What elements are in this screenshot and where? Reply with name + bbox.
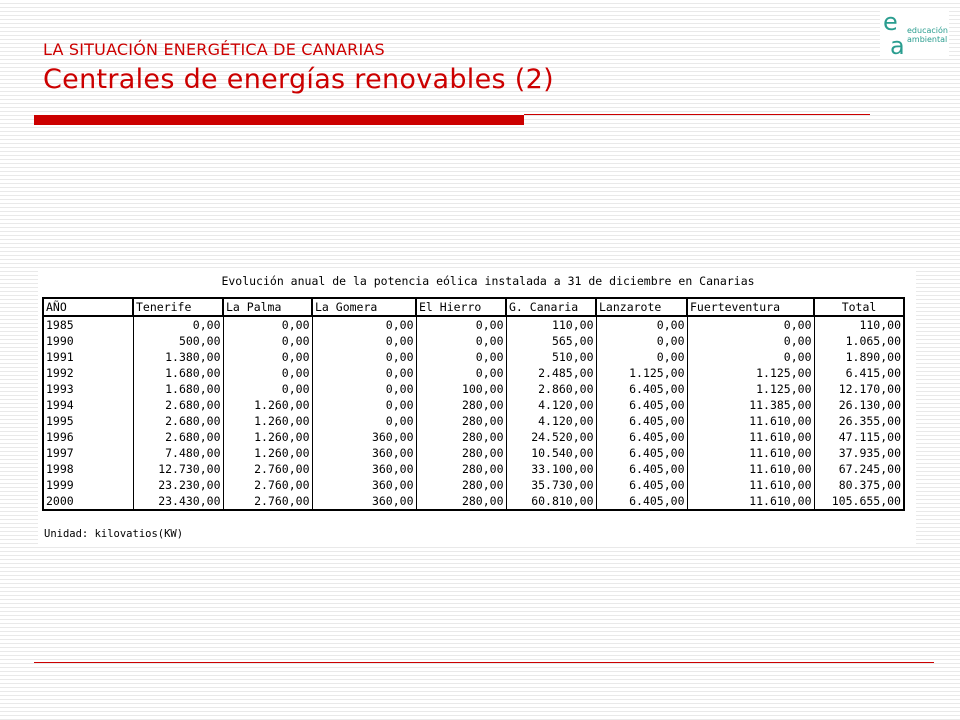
value-cell: 0,00 bbox=[416, 349, 506, 365]
value-cell: 100,00 bbox=[416, 381, 506, 397]
value-cell: 6.405,00 bbox=[596, 429, 687, 445]
value-cell: 10.540,00 bbox=[506, 445, 596, 461]
value-cell: 2.760,00 bbox=[223, 477, 312, 493]
value-cell: 0,00 bbox=[223, 333, 312, 349]
header-rule bbox=[524, 114, 870, 115]
value-cell: 2.680,00 bbox=[133, 413, 223, 429]
table-caption: Evolución anual de la potencia eólica instalada a 31 de diciembre en Canarias bbox=[221, 274, 755, 288]
value-cell: 11.610,00 bbox=[687, 429, 814, 445]
value-cell: 2.680,00 bbox=[133, 397, 223, 413]
value-cell: 7.480,00 bbox=[133, 445, 223, 461]
value-cell: 0,00 bbox=[312, 365, 416, 381]
value-cell: 0,00 bbox=[312, 349, 416, 365]
year-cell: 1995 bbox=[43, 413, 133, 429]
value-cell: 12.170,00 bbox=[814, 381, 904, 397]
value-cell: 33.100,00 bbox=[506, 461, 596, 477]
value-cell: 280,00 bbox=[416, 445, 506, 461]
value-cell: 4.120,00 bbox=[506, 413, 596, 429]
value-cell: 11.385,00 bbox=[687, 397, 814, 413]
value-cell: 280,00 bbox=[416, 477, 506, 493]
value-cell: 6.405,00 bbox=[596, 381, 687, 397]
svg-text:e: e bbox=[883, 8, 898, 36]
value-cell: 1.125,00 bbox=[596, 365, 687, 381]
wind-power-table bbox=[42, 297, 905, 511]
value-cell: 47.115,00 bbox=[814, 429, 904, 445]
value-cell: 500,00 bbox=[133, 333, 223, 349]
value-cell: 80.375,00 bbox=[814, 477, 904, 493]
table-row bbox=[43, 381, 904, 397]
column-header-la-gomera: La Gomera bbox=[312, 298, 416, 316]
column-header-lanzarote: Lanzarote bbox=[596, 298, 687, 316]
value-cell: 6.405,00 bbox=[596, 493, 687, 510]
value-cell: 105.655,00 bbox=[814, 493, 904, 510]
value-cell: 280,00 bbox=[416, 397, 506, 413]
column-header-el-hierro: El Hierro bbox=[416, 298, 506, 316]
year-cell: 1991 bbox=[43, 349, 133, 365]
value-cell: 1.260,00 bbox=[223, 429, 312, 445]
value-cell: 0,00 bbox=[312, 333, 416, 349]
value-cell: 12.730,00 bbox=[133, 461, 223, 477]
column-header-la-palma: La Palma bbox=[223, 298, 312, 316]
value-cell: 2.485,00 bbox=[506, 365, 596, 381]
value-cell: 11.610,00 bbox=[687, 493, 814, 510]
value-cell: 0,00 bbox=[312, 397, 416, 413]
value-cell: 280,00 bbox=[416, 413, 506, 429]
value-cell: 37.935,00 bbox=[814, 445, 904, 461]
year-cell: 1997 bbox=[43, 445, 133, 461]
value-cell: 0,00 bbox=[416, 316, 506, 333]
table-row bbox=[43, 397, 904, 413]
value-cell: 360,00 bbox=[312, 461, 416, 477]
value-cell: 1.260,00 bbox=[223, 413, 312, 429]
value-cell: 0,00 bbox=[223, 365, 312, 381]
year-cell: 1993 bbox=[43, 381, 133, 397]
value-cell: 26.355,00 bbox=[814, 413, 904, 429]
value-cell: 110,00 bbox=[814, 316, 904, 333]
value-cell: 0,00 bbox=[596, 349, 687, 365]
value-cell: 280,00 bbox=[416, 429, 506, 445]
value-cell: 110,00 bbox=[506, 316, 596, 333]
year-cell: 1994 bbox=[43, 397, 133, 413]
year-cell: 1985 bbox=[43, 316, 133, 333]
value-cell: 0,00 bbox=[596, 333, 687, 349]
value-cell: 23.230,00 bbox=[133, 477, 223, 493]
value-cell: 280,00 bbox=[416, 461, 506, 477]
column-header-tenerife: Tenerife bbox=[133, 298, 223, 316]
column-header-year: AÑO bbox=[43, 298, 133, 316]
value-cell: 1.380,00 bbox=[133, 349, 223, 365]
value-cell: 360,00 bbox=[312, 477, 416, 493]
column-header-fuerteventura: Fuerteventura bbox=[687, 298, 814, 316]
table-row bbox=[43, 316, 904, 333]
table-row bbox=[43, 429, 904, 445]
value-cell: 6.405,00 bbox=[596, 413, 687, 429]
column-header-total: Total bbox=[814, 298, 904, 316]
value-cell: 24.520,00 bbox=[506, 429, 596, 445]
unit-note: Unidad: kilovatios(KW) bbox=[44, 528, 184, 540]
table-row bbox=[43, 493, 904, 510]
logo-line-2: ambiental bbox=[907, 35, 948, 44]
value-cell: 23.430,00 bbox=[133, 493, 223, 510]
value-cell: 1.260,00 bbox=[223, 445, 312, 461]
ea-logo-icon bbox=[880, 8, 910, 58]
table-row bbox=[43, 413, 904, 429]
value-cell: 0,00 bbox=[687, 349, 814, 365]
value-cell: 360,00 bbox=[312, 429, 416, 445]
value-cell: 0,00 bbox=[687, 316, 814, 333]
value-cell: 11.610,00 bbox=[687, 461, 814, 477]
value-cell: 6.415,00 bbox=[814, 365, 904, 381]
table-row bbox=[43, 365, 904, 381]
value-cell: 6.405,00 bbox=[596, 477, 687, 493]
value-cell: 26.130,00 bbox=[814, 397, 904, 413]
value-cell: 0,00 bbox=[687, 333, 814, 349]
table-row bbox=[43, 445, 904, 461]
year-cell: 1990 bbox=[43, 333, 133, 349]
year-cell: 2000 bbox=[43, 493, 133, 510]
value-cell: 360,00 bbox=[312, 493, 416, 510]
value-cell: 4.120,00 bbox=[506, 397, 596, 413]
value-cell: 6.405,00 bbox=[596, 445, 687, 461]
value-cell: 280,00 bbox=[416, 493, 506, 510]
value-cell: 0,00 bbox=[312, 381, 416, 397]
value-cell: 1.065,00 bbox=[814, 333, 904, 349]
value-cell: 1.890,00 bbox=[814, 349, 904, 365]
value-cell: 0,00 bbox=[596, 316, 687, 333]
value-cell: 0,00 bbox=[312, 316, 416, 333]
value-cell: 360,00 bbox=[312, 445, 416, 461]
table-header-row bbox=[43, 298, 904, 316]
value-cell: 2.680,00 bbox=[133, 429, 223, 445]
table-row bbox=[43, 461, 904, 477]
logo-line-1: educación bbox=[907, 26, 948, 35]
table-row bbox=[43, 349, 904, 365]
value-cell: 11.610,00 bbox=[687, 477, 814, 493]
value-cell: 1.125,00 bbox=[687, 365, 814, 381]
value-cell: 11.610,00 bbox=[687, 445, 814, 461]
value-cell: 1.260,00 bbox=[223, 397, 312, 413]
value-cell: 0,00 bbox=[133, 316, 223, 333]
year-cell: 1999 bbox=[43, 477, 133, 493]
value-cell: 0,00 bbox=[223, 381, 312, 397]
value-cell: 60.810,00 bbox=[506, 493, 596, 510]
footer-rule bbox=[34, 662, 934, 663]
year-cell: 1992 bbox=[43, 365, 133, 381]
value-cell: 2.860,00 bbox=[506, 381, 596, 397]
value-cell: 0,00 bbox=[223, 316, 312, 333]
section-subtitle: LA SITUACIÓN ENERGÉTICA DE CANARIAS bbox=[43, 40, 385, 59]
svg-text:a: a bbox=[890, 32, 905, 58]
value-cell: 565,00 bbox=[506, 333, 596, 349]
value-cell: 1.680,00 bbox=[133, 381, 223, 397]
wind-power-table-panel bbox=[38, 270, 916, 546]
value-cell: 6.405,00 bbox=[596, 461, 687, 477]
value-cell: 510,00 bbox=[506, 349, 596, 365]
value-cell: 1.680,00 bbox=[133, 365, 223, 381]
table-row bbox=[43, 477, 904, 493]
value-cell: 0,00 bbox=[416, 333, 506, 349]
page-title: Centrales de energías renovables (2) bbox=[43, 64, 554, 95]
value-cell: 35.730,00 bbox=[506, 477, 596, 493]
value-cell: 0,00 bbox=[223, 349, 312, 365]
value-cell: 1.125,00 bbox=[687, 381, 814, 397]
value-cell: 2.760,00 bbox=[223, 493, 312, 510]
column-header-g-canaria: G. Canaria bbox=[506, 298, 596, 316]
year-cell: 1998 bbox=[43, 461, 133, 477]
year-cell: 1996 bbox=[43, 429, 133, 445]
value-cell: 67.245,00 bbox=[814, 461, 904, 477]
value-cell: 6.405,00 bbox=[596, 397, 687, 413]
educacion-ambiental-logo bbox=[880, 8, 949, 58]
table-row bbox=[43, 333, 904, 349]
value-cell: 0,00 bbox=[312, 413, 416, 429]
value-cell: 0,00 bbox=[416, 365, 506, 381]
header-accent-bar bbox=[34, 115, 524, 125]
value-cell: 2.760,00 bbox=[223, 461, 312, 477]
value-cell: 11.610,00 bbox=[687, 413, 814, 429]
